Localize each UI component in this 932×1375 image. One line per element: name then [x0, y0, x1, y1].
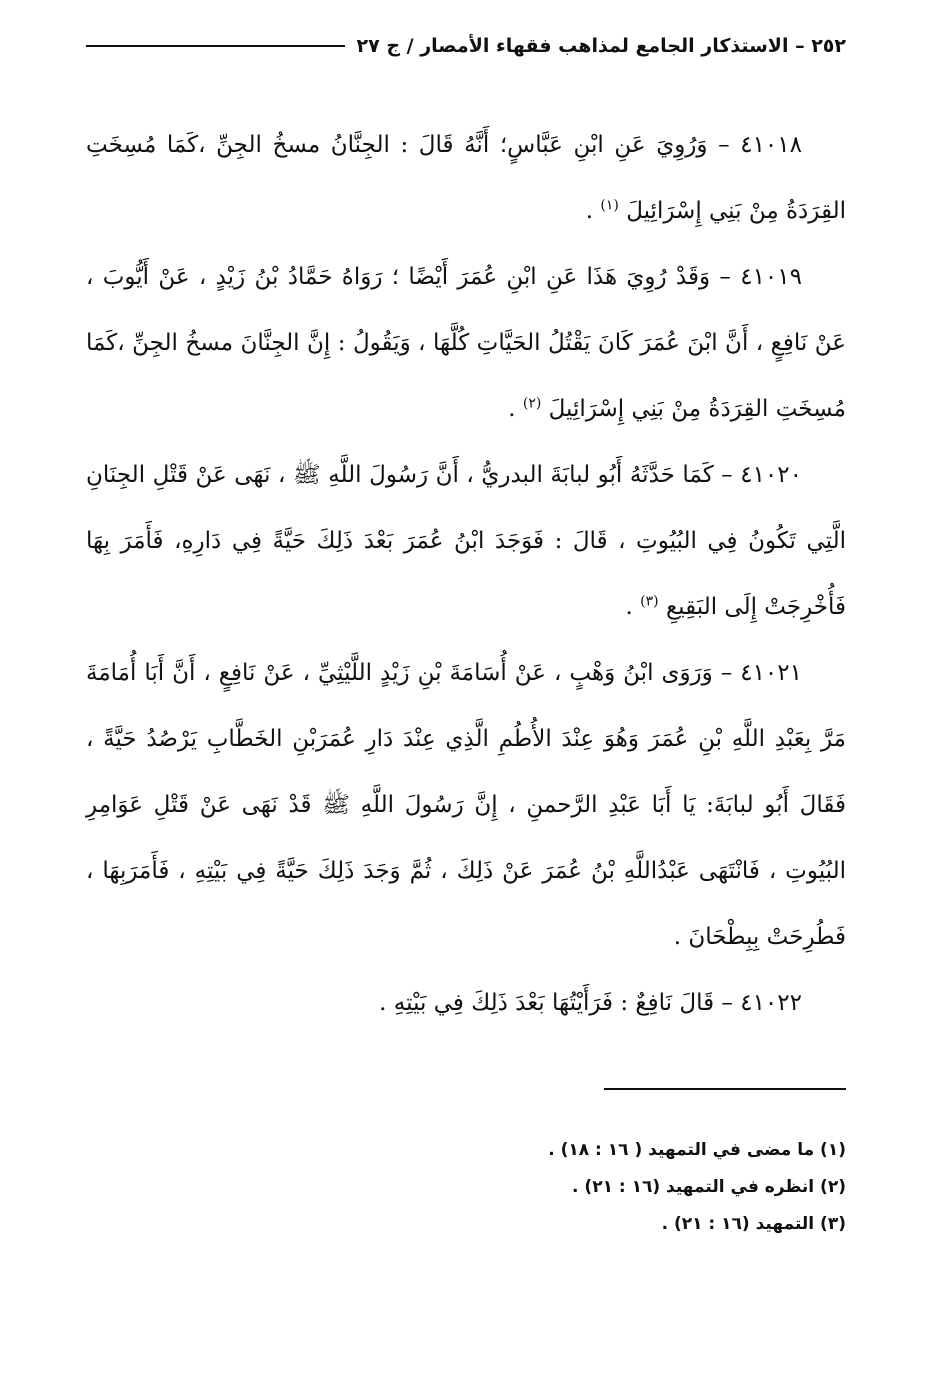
- footnote-1: (١) ما مضى في التمهيد ( ١٦ : ١٨) .: [548, 1140, 846, 1160]
- paragraph-text: – كَمَا حَدَّثَهُ أَبُو لبابَةَ البدريُّ ، أَنَّ رَسُولَ اللَّهِ ﷺ ، نَهَى عَنْ قَتْلِ الجِنَانِ الَّتِي تَكُونُ فِي البُيُوتِ ، قَالَ : فَوَجَدَ ابْنُ عُمَرَ بَعْدَ ذَلِكَ حَيَّةً فِي دَارِهِ، فَأَمَرَ بِهَا فَأُخْرِجَتْ إِلَى البَقِيعِ: [86, 462, 846, 620]
- footnote-mark[interactable]: (٢): [522, 395, 542, 412]
- body-text: [86, 112, 846, 1036]
- paragraph-end: .: [508, 396, 523, 422]
- paragraph-text: – وَرُوِيَ عَنِ ابْنِ عَبَّاسٍ؛ أَنَّهُ قَالَ : الجِنَّانُ مسخُ الجِنِّ ،كَمَا مُسِخَتِ القِرَدَةُ مِنْ بَنِي إِسْرَائِيلَ: [86, 132, 846, 224]
- paragraph-text: – وَرَوَى ابْنُ وَهْبٍ ، عَنْ أُسَامَةَ بْنِ زَيْدٍ اللَّيْثِيِّ ، عَنْ نَافِعٍ ، أَنَّ أَبَا أُمَامَةَ مَرَّ بِعَبْدِ اللَّهِ بْنِ عُمَرَ وَهُوَ عِنْدَ الأُطُمِ الَّذِي عِنْدَ دَارِ عُمَرَبْنِ الخَطَّابِ يَرْصُدُ حَيَّةً ، فَقَالَ أَبُو لبابَةَ: يَا أَبَا عَبْدِ الرَّحمنِ ، إِنَّ رَسُولَ اللَّهِ ﷺ قَدْ نَهَى عَنْ قَتْلِ عَوَامِرِ البُيُوتِ ، فَانْتَهَى عَبْدُاللَّهِ بْنُ عُمَرَ عَنْ ذَلِكَ ، ثُمَّ وَجَدَ ذَلِكَ حَيَّةً فِي بَيْتِهِ ، فَأَمَرَبِهَا ، فَطُرِحَتْ بِبِطْحَانَ: [86, 660, 846, 950]
- footnotes: [86, 1132, 846, 1243]
- header-title: ٢٥٢ – الاستذكار الجامع لمذاهب فقهاء الأمصار / ج ٢٧: [356, 35, 846, 57]
- paragraph-41021: [86, 640, 846, 970]
- paragraph-41018: [86, 112, 846, 244]
- footnote-3: (٣) التمهيد (١٦ : ٢١) .: [661, 1214, 846, 1234]
- paragraph-number: ٤١٠٢٢: [740, 990, 802, 1016]
- paragraph-number: ٤١٠١٩: [740, 264, 802, 290]
- paragraph-41019: [86, 244, 846, 442]
- paragraph-end: .: [673, 924, 689, 950]
- footnote-2: (٢) انظره في التمهيد (١٦ : ٢١) .: [572, 1177, 846, 1197]
- running-header: [86, 28, 846, 64]
- footnote-mark[interactable]: (١): [600, 197, 619, 214]
- footnote-separator: [604, 1088, 846, 1090]
- paragraph-text: – قَالَ نَافِعٌ : فَرَأَيْتُهَا بَعْدَ ذَلِكَ فِي بَيْتِهِ: [393, 990, 741, 1016]
- paragraph-end: .: [379, 990, 394, 1016]
- paragraph-end: .: [625, 594, 641, 620]
- paragraph-number: ٤١٠٢١: [740, 660, 802, 686]
- footnote-mark[interactable]: (٣): [640, 593, 659, 610]
- paragraph-end: .: [585, 198, 601, 224]
- header-rule: [86, 45, 345, 47]
- paragraph-41020: [86, 442, 846, 640]
- paragraph-text: – وَقَدْ رُوِيَ هَذَا عَنِ ابْنِ عُمَرَ أَيْضًا ؛ رَوَاهُ حَمَّادُ بْنُ زَيْدٍ ، عَنْ أَيُّوبَ ، عَنْ نَافِعٍ ، أَنَّ ابْنَ عُمَرَ كَانَ يَقْتُلُ الحَيَّاتِ كُلَّهَا ، وَيَقُولُ : إِنَّ الجِنَّانَ مسخُ الجِنِّ ،كَمَا مُسِخَتِ القِرَدَةُ مِنْ بَنِي إِسْرَائِيلَ: [86, 264, 846, 422]
- paragraph-41022: [86, 970, 846, 1036]
- paragraph-number: ٤١٠٢٠: [740, 462, 802, 488]
- paragraph-number: ٤١٠١٨: [740, 132, 802, 158]
